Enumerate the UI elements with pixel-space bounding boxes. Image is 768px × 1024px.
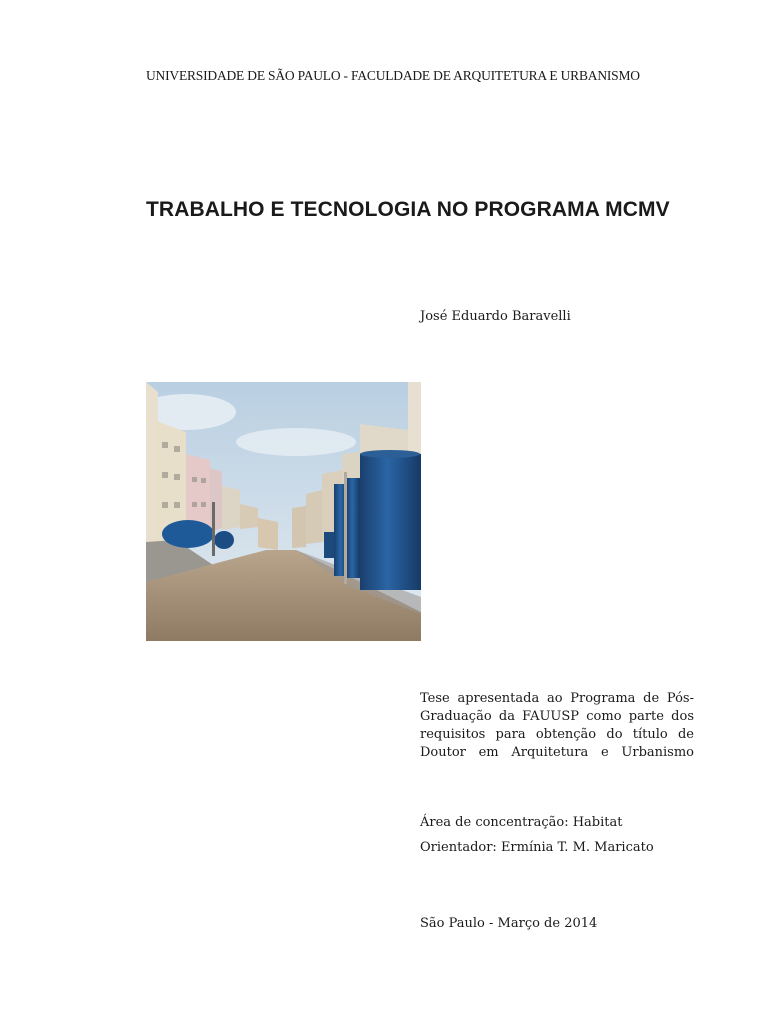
document-title: TRABALHO E TECNOLOGIA NO PROGRAMA MCMV bbox=[146, 198, 670, 221]
author-name: José Eduardo Baravelli bbox=[420, 309, 571, 324]
concentration-area: Área de concentração: Habitat bbox=[420, 815, 623, 830]
advisor: Orientador: Ermínia T. M. Maricato bbox=[420, 840, 654, 855]
thesis-statement: Tese apresentada ao Programa de Pós-Graduação da FAUUSP como parte dos requisitos para obtenção do título de Doutor em Arquitetura e Urbanismo bbox=[420, 691, 694, 760]
cover-photo bbox=[146, 382, 421, 641]
institution-header: UNIVERSIDADE DE SÃO PAULO - FACULDADE DE ARQUITETURA E URBANISMO bbox=[146, 68, 640, 83]
place-date: São Paulo - Março de 2014 bbox=[420, 916, 598, 931]
